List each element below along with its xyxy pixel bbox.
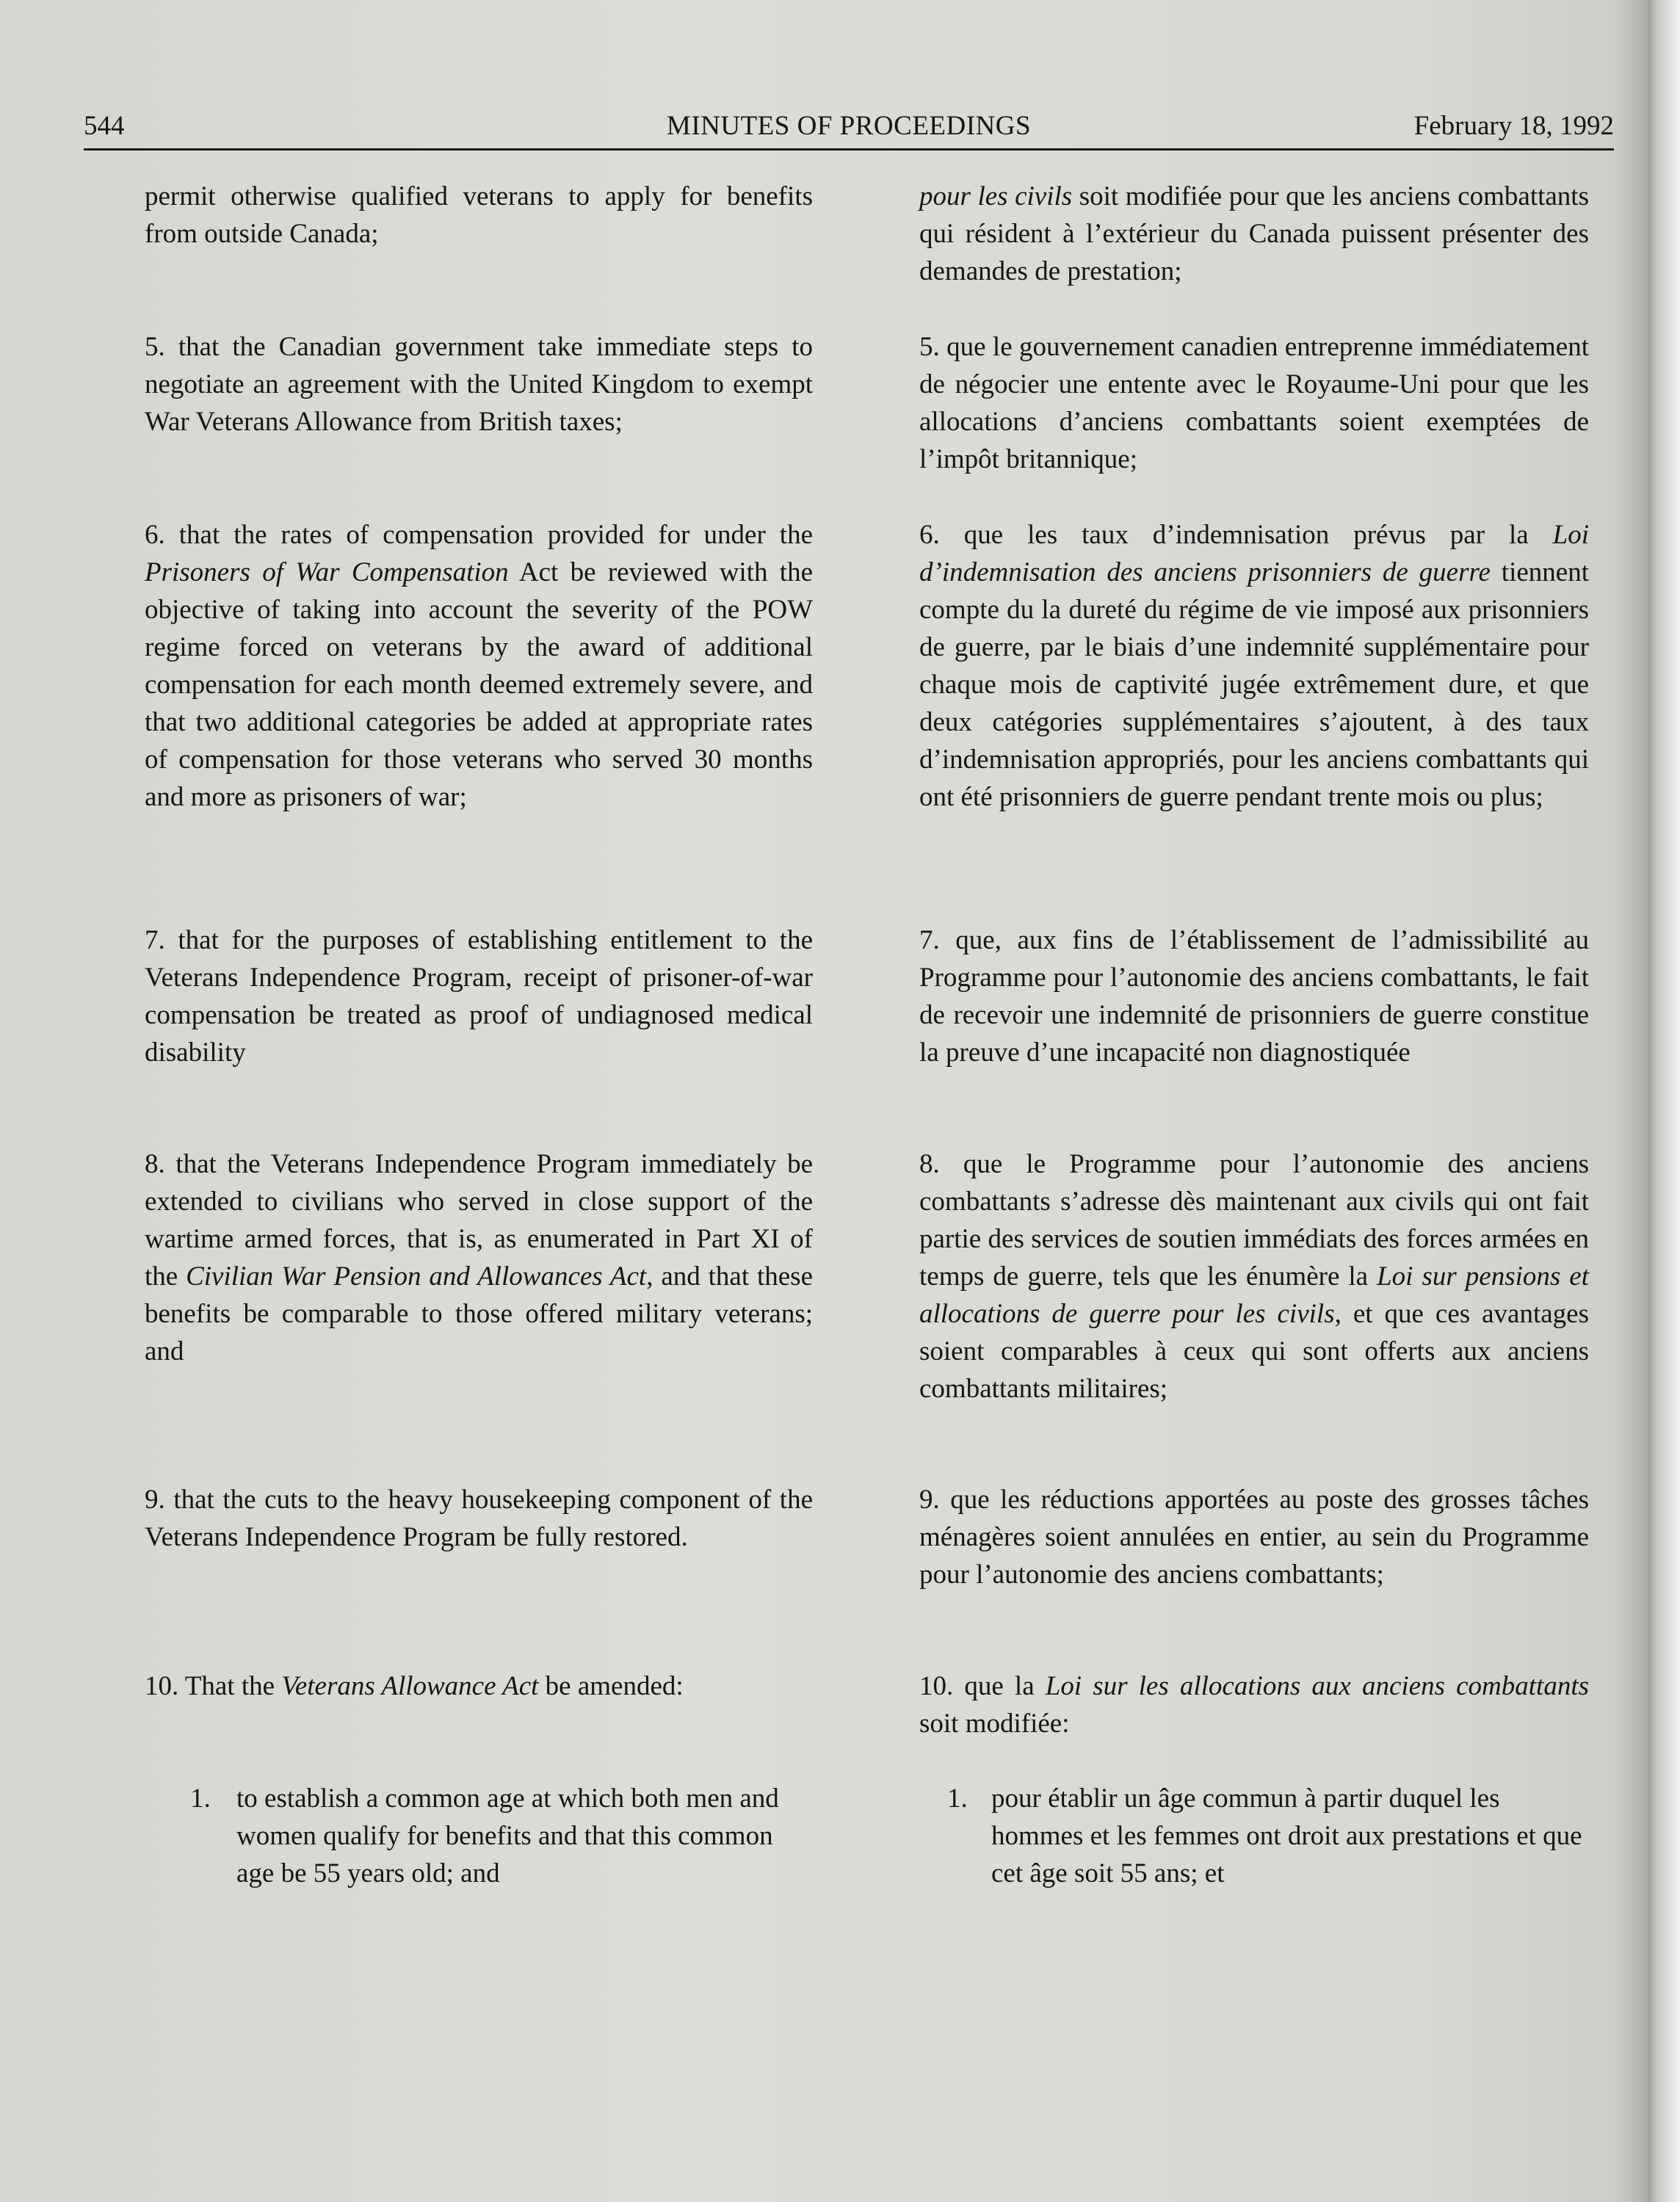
en-subitem-1-text: to establish a common age at which both men and women qualify for benefits and that this common age be 55 years old; and [236,1783,779,1888]
fr-item-7 [919,921,1589,1071]
fr-item-10-text: 10. que la Loi sur les allocations aux anciens combattants soit modifiée: [919,1671,1590,1739]
en-item-10-text: 10. That the Veterans Allowance Act be amended: [145,1671,684,1701]
fr-item-7-text: 7. que, aux fins de l’établissement de l’admissibilité au Programme pour l’autonomie des anciens combattants, le fait de recevoir une indemnité de prisonniers de guerre constitue la preuve d’une incapacité non diagnostiquée [919,925,1589,1068]
en-item-8-act-title: Civilian War Pension and Allowances Act [186,1261,647,1292]
fr-item-8-act-title: Loi sur pensions et allocations de guerre pour les civils [919,1261,1590,1329]
fr-subitem-1-text: pour établir un âge commun à partir duquel les hommes et les femmes ont droit aux prestations et que cet âge soit 55 ans; et [991,1783,1582,1888]
fr-item-5 [919,328,1589,478]
header-rule [84,148,1614,151]
en-item-5 [145,328,813,441]
fr-item-10-act-title: Loi sur les allocations aux anciens combattants [1045,1671,1590,1701]
en-item-8 [145,1145,813,1370]
en-subitem-1-number: 1. [190,1783,211,1814]
fr-subitem-1 [919,1780,1589,1892]
en-item-5-text: 5. that the Canadian government take immediate steps to negotiate an agreement with the United Kingdom to exempt War Veterans Allowance from British taxes; [145,332,813,437]
fr-continuation [919,178,1589,290]
fr-item-10 [919,1667,1589,1742]
en-continuation-text: permit otherwise qualified veterans to apply for benefits from outside Canada; [145,181,813,249]
fr-subitem-1-number: 1. [947,1783,968,1814]
fr-item-6-act-title: Loi d’indemnisation des anciens prisonniers de guerre [919,520,1589,587]
fr-item-9 [919,1481,1589,1593]
fr-item-8-text: 8. que le Programme pour l’autonomie des anciens combattants s’adresse dès maintenant aux civils qui ont fait partie des services de soutien immédiats des forces armées en temps de guerre, tels que les énumère la Loi sur pensions et allocations de guerre pour les civils, et que ces avantages soient comparables à ceux qui sont offerts aux anciens combattants militaires; [919,1149,1590,1404]
en-item-10-act-title: Veterans Allowance Act [281,1671,539,1701]
fr-item-6-text: 6. que les taux d’indemnisation prévus par la Loi d’indemnisation des anciens prisonniers de guerre tiennent compte du la dureté du régime de vie imposé aux prisonniers de guerre, par le biais d’une indemnité supplémentaire pour chaque mois de captivité jugée extrêmement dure, et que deux catégories supplémentaires s’ajoutent, à des taux d’indemnisation appropriés, pour les anciens combattants qui ont été prisonniers de guerre pendant trente mois ou plus; [919,520,1589,812]
header-date: February 18, 1992 [1413,111,1614,141]
en-subitem-1 [145,1780,813,1892]
en-item-9-text: 9. that the cuts to the heavy housekeeping component of the Veterans Independence Program be fully restored. [145,1485,813,1552]
en-item-9 [145,1481,813,1556]
en-item-7 [145,921,813,1071]
fr-item-9-text: 9. que les réductions apportées au poste des grosses tâches ménagères soient annulées en entier, au sein du Programme pour l’autonomie des anciens combattants; [919,1485,1589,1590]
en-continuation [145,178,813,253]
header-title: MINUTES OF PROCEEDINGS [666,111,1032,141]
fr-item-6 [919,516,1589,816]
en-item-8-text: 8. that the Veterans Independence Program immediately be extended to civilians who served in close support of the wartime armed forces, that is, as enumerated in Part XI of the Civilian War Pension and Allowances Act, and that these benefits be comparable to those offered military veterans; and [145,1149,814,1366]
en-item-6-text: 6. that the rates of compensation provided for under the Prisoners of War Compensation Act be reviewed with the objective of taking into account the severity of the POW regime forced on veterans by the award of additional compensation for each month deemed extremely severe, and that two additional categories be added at appropriate rates of compensation for those veterans who served 30 months and more as prisoners of war; [145,520,813,812]
page-number: 544 [84,111,125,141]
running-header [84,110,1614,151]
fr-item-5-text: 5. que le gouvernement canadien entreprenne immédiatement de négocier une entente avec le Royaume-Uni pour que les allocations d’anciens combattants soient exemptées de l’impôt britannique; [919,332,1589,474]
en-item-10 [145,1667,813,1705]
fr-item-8 [919,1145,1589,1408]
en-item-6 [145,516,813,816]
page-edge-shadow [1648,0,1680,2202]
en-item-7-text: 7. that for the purposes of establishing entitlement to the Veterans Independence Program, receipt of prisoner-of-war compensation be treated as proof of undiagnosed medical disability [145,925,813,1068]
en-item-6-act-title: Prisoners of War Compensation [145,557,509,587]
fr-continuation-act-title: pour les civils [919,181,1073,211]
fr-continuation-text: pour les civils soit modifiée pour que les anciens combattants qui résident à l’extérieur du Canada puissent présenter des demandes de prestation; [919,181,1589,286]
